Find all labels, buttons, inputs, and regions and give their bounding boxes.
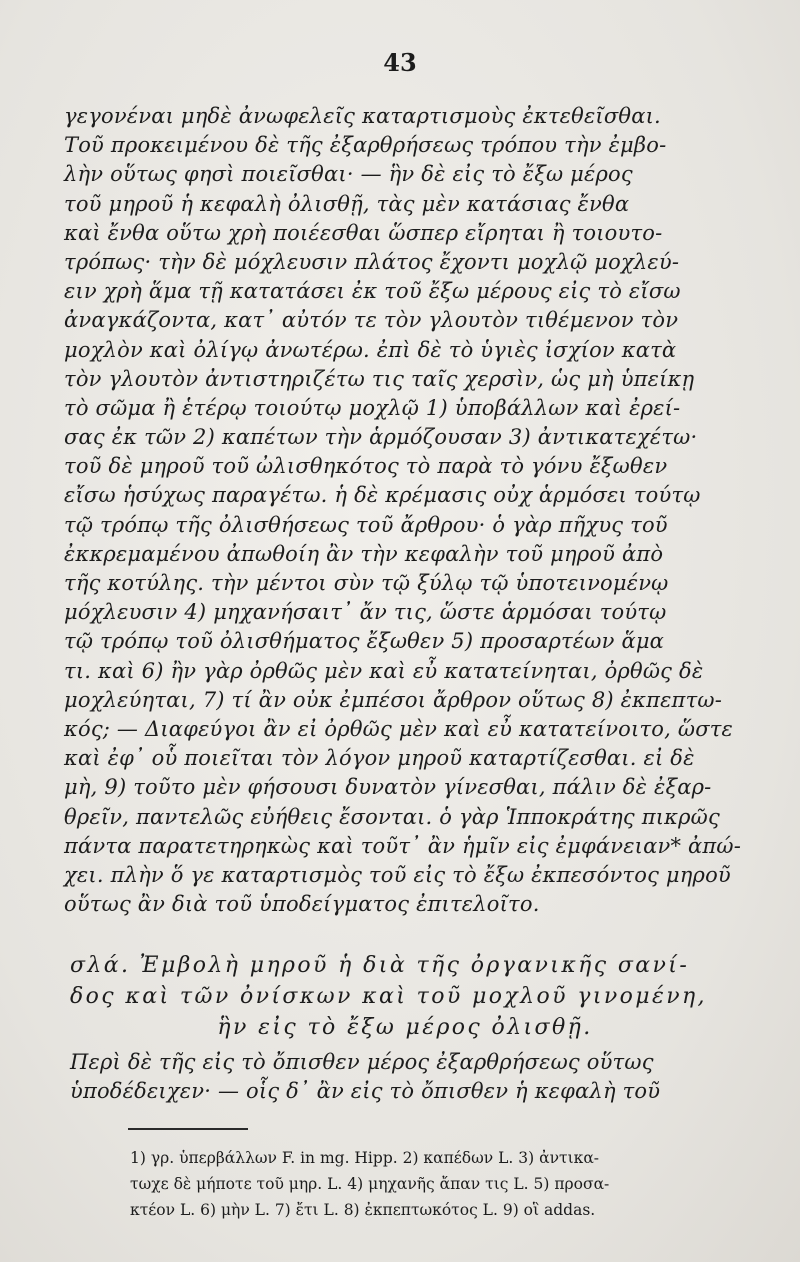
text-line: μὴ, 9) τοῦτο μὲν φήσουσι δυνατὸν γίνεσθαι, πάλιν δὲ ἐξαρ- <box>64 775 712 800</box>
text-line: ἀναγκάζοντα, κατ᾽ αὐτόν τε τὸν γλουτὸν τιθέμενον τὸν <box>64 308 679 333</box>
heading-line: σλά. Ἐμβολὴ μηροῦ ἡ διὰ τῆς ὀργανικῆς σανί- <box>70 953 690 978</box>
footnote-divider <box>128 1128 248 1130</box>
footnote-line: 1) γρ. ὑπερβάλλων F. in mg. Hipp. 2) καπέδων L. 3) ἀντικα- <box>130 1149 600 1167</box>
text-line: θρεῖν, παντελῶς εὐήθεις ἔσονται. ὁ γὰρ Ἱπποκράτης πικρῶς <box>64 804 720 829</box>
text-line: τῷ τρόπῳ τοῦ ὀλισθήματος ἔξωθεν 5) προσαρτέων ἅμα <box>64 629 665 654</box>
text-line: οὕτως ἂν διὰ τοῦ ὑποδείγματος ἐπιτελοῖτο. <box>64 892 540 917</box>
text-line: μοχλεύηται, 7) τί ἂν οὐκ ἐμπέσοι ἄρθρον οὕτως 8) ἐκπεπτω- <box>64 687 723 712</box>
heading-line: ἣν εἰς τὸ ἔξω μέρος ὀλισθῇ. <box>217 1015 593 1040</box>
heading-line: δος καὶ τῶν ὀνίσκων καὶ τοῦ μοχλοῦ γινομένη, <box>70 984 707 1009</box>
text-line: κός; — Διαφεύγοι ἂν εἰ ὀρθῶς μὲν καὶ εὖ κατατείνοιτο, ὥστε <box>64 716 734 741</box>
text-line: χει. πλὴν ὅ γε καταρτισμὸς τοῦ εἰς τὸ ἔξω ἐκπεσόντος μηροῦ <box>64 862 731 887</box>
text-line: τὸν γλουτὸν ἀντιστηριζέτω τις ταῖς χερσὶν, ὡς μὴ ὑπείκῃ <box>64 366 695 391</box>
text-line: τι. καὶ 6) ἢν γὰρ ὀρθῶς μὲν καὶ εὖ κατατείνηται, ὀρθῶς δὲ <box>64 658 704 683</box>
text-line: τρόπως· τὴν δὲ μόχλευσιν πλάτος ἔχοντι μοχλῷ μοχλεύ- <box>64 249 680 274</box>
main-paragraph <box>64 102 744 919</box>
text-line: σας ἐκ τῶν 2) καπέτων τὴν ἁρμόζουσαν 3) ἀντικατεχέτω· <box>64 425 698 450</box>
text-line: Περὶ δὲ τῆς εἰς τὸ ὄπισθεν μέρος ἐξαρθρήσεως οὕτως <box>70 1050 654 1074</box>
text-line: εἴσω ἡσύχως παραγέτω. ἡ δὲ κρέμασις οὐχ ἁρμόσει τούτῳ <box>64 483 701 508</box>
text-line: μόχλευσιν 4) μηχανήσαιτ᾽ ἄν τις, ὥστε ἁρμόσαι τούτῳ <box>64 600 667 625</box>
text-line: Τοῦ προκειμένου δὲ τῆς ἐξαρθρήσεως τρόπου τὴν ἐμβο- <box>64 133 667 158</box>
text-line: τοῦ δὲ μηροῦ τοῦ ὠλισθηκότος τὸ παρὰ τὸ γόνυ ἔξωθεν <box>64 454 668 479</box>
footnote-line: τωχε δὲ μήποτε τοῦ μηρ. L. 4) μηχανῆς ἄπαν τις L. 5) προσα- <box>130 1175 610 1193</box>
text-line: μοχλὸν καὶ ὀλίγῳ ἀνωτέρω. ἐπὶ δὲ τὸ ὑγιὲς ἰσχίον κατὰ <box>64 337 677 362</box>
text-line: ἐκκρεμαμένου ἀπωθοίη ἂν τὴν κεφαλὴν τοῦ μηροῦ ἀπὸ <box>64 541 664 566</box>
text-line: τοῦ μηροῦ ἡ κεφαλὴ ὀλισθῇ, τὰς μὲν κατάσιας ἔνθα <box>64 191 630 216</box>
text-line: καὶ ἔνθα οὕτω χρὴ ποιέεσθαι ὥσπερ εἴρηται ἢ τοιουτο- <box>64 220 663 245</box>
text-line: τῷ τρόπῳ τῆς ὀλισθήσεως τοῦ ἄρθρου· ὁ γὰρ πῆχυς τοῦ <box>64 512 668 537</box>
text-line: καὶ ἐφ᾽ οὗ ποιεῖται τὸν λόγον μηροῦ καταρτίζεσθαι. εἰ δὲ <box>64 746 695 771</box>
text-line: γεγονέναι μηδὲ ἀνωφελεῖς καταρτισμοὺς ἐκτεθεῖσθαι. <box>64 104 661 128</box>
section-heading <box>70 950 740 1043</box>
page-number: 43 <box>383 48 417 77</box>
text-line: τὸ σῶμα ἢ ἑτέρῳ τοιούτῳ μοχλῷ 1) ὑποβάλλων καὶ ἐρεί- <box>64 395 681 420</box>
second-paragraph <box>70 1048 750 1106</box>
text-line: ὑποδέδειχεν· — οἷς δ᾽ ἂν εἰς τὸ ὄπισθεν ἡ κεφαλὴ τοῦ <box>70 1079 661 1104</box>
text-line: τῆς κοτύλης. τὴν μέντοι σὺν τῷ ξύλῳ τῷ ὑποτεινομένῳ <box>64 571 669 595</box>
text-line: λὴν οὕτως φησὶ ποιεῖσθαι· — ἣν δὲ εἰς τὸ ἔξω μέρος <box>64 162 633 187</box>
footnotes <box>130 1145 750 1223</box>
footnote-line: κτέον L. 6) μὴν L. 7) ἔτι L. 8) ἐκπεπτωκότος L. 9) οἳ addas. <box>130 1201 596 1219</box>
text-line: ειν χρὴ ἅμα τῇ κατατάσει ἐκ τοῦ ἔξω μέρους εἰς τὸ εἴσω <box>64 279 681 304</box>
text-line: πάντα παρατετηρηκὼς καὶ τοῦτ᾽ ἂν ἡμῖν εἰς ἐμφάνειαν* ἀπώ- <box>64 833 742 858</box>
